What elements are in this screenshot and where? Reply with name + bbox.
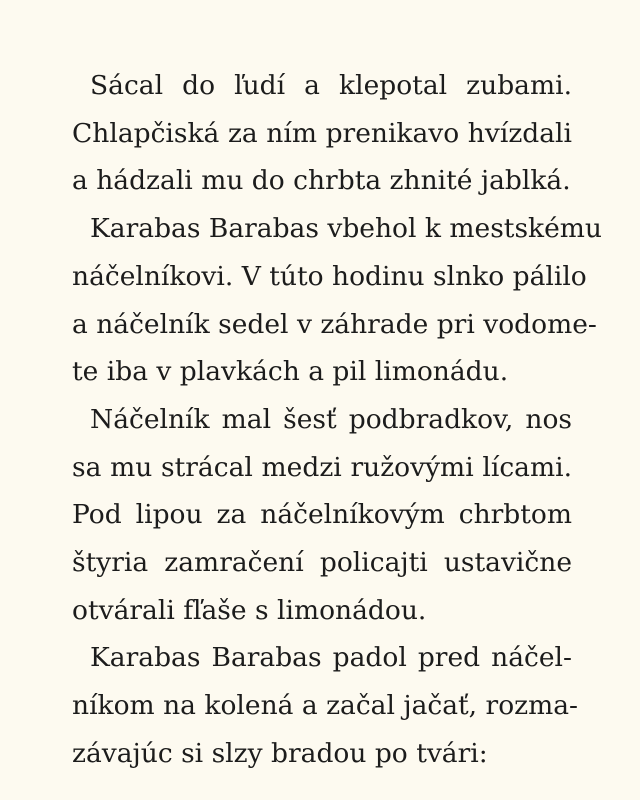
- text-line: závajúc si slzy bradou po tvári:: [72, 737, 488, 769]
- body-text: [72, 62, 602, 778]
- paragraph-4: [72, 634, 578, 777]
- text-line: štyria zamračení policajti ustavične: [72, 547, 572, 579]
- text-line: Karabas Barabas vbehol k mestskému: [90, 213, 602, 245]
- text-line: sa mu strácal medzi ružovými lícami.: [72, 451, 572, 483]
- text-line: Náčelník mal šesť podbradkov, nos: [90, 403, 572, 435]
- text-line: te iba v plavkách a pil limonádu.: [72, 356, 509, 388]
- paragraph-3: [72, 396, 572, 635]
- text-line: níkom na kolená a začal jačať, rozma-: [72, 690, 578, 722]
- text-line: otvárali fľaše s limonádou.: [72, 594, 427, 626]
- text-line: Sácal do ľudí a klepotal zubami.: [90, 70, 572, 101]
- paragraph-2: [72, 205, 602, 396]
- paragraph-1: [72, 62, 572, 205]
- text-line: náčelníkovi. V túto hodinu slnko pálilo: [72, 260, 587, 292]
- text-line: a hádzali mu do chrbta zhnité jablká.: [72, 165, 571, 197]
- text-line: Pod lipou za náčelníkovým chrbtom: [72, 499, 572, 531]
- text-line: a náčelník sedel v záhrade pri vodome-: [72, 308, 597, 340]
- text-line: Karabas Barabas padol pred náčel-: [90, 642, 572, 674]
- text-line: Chlapčiská za ním prenikavo hvízdali: [72, 117, 572, 149]
